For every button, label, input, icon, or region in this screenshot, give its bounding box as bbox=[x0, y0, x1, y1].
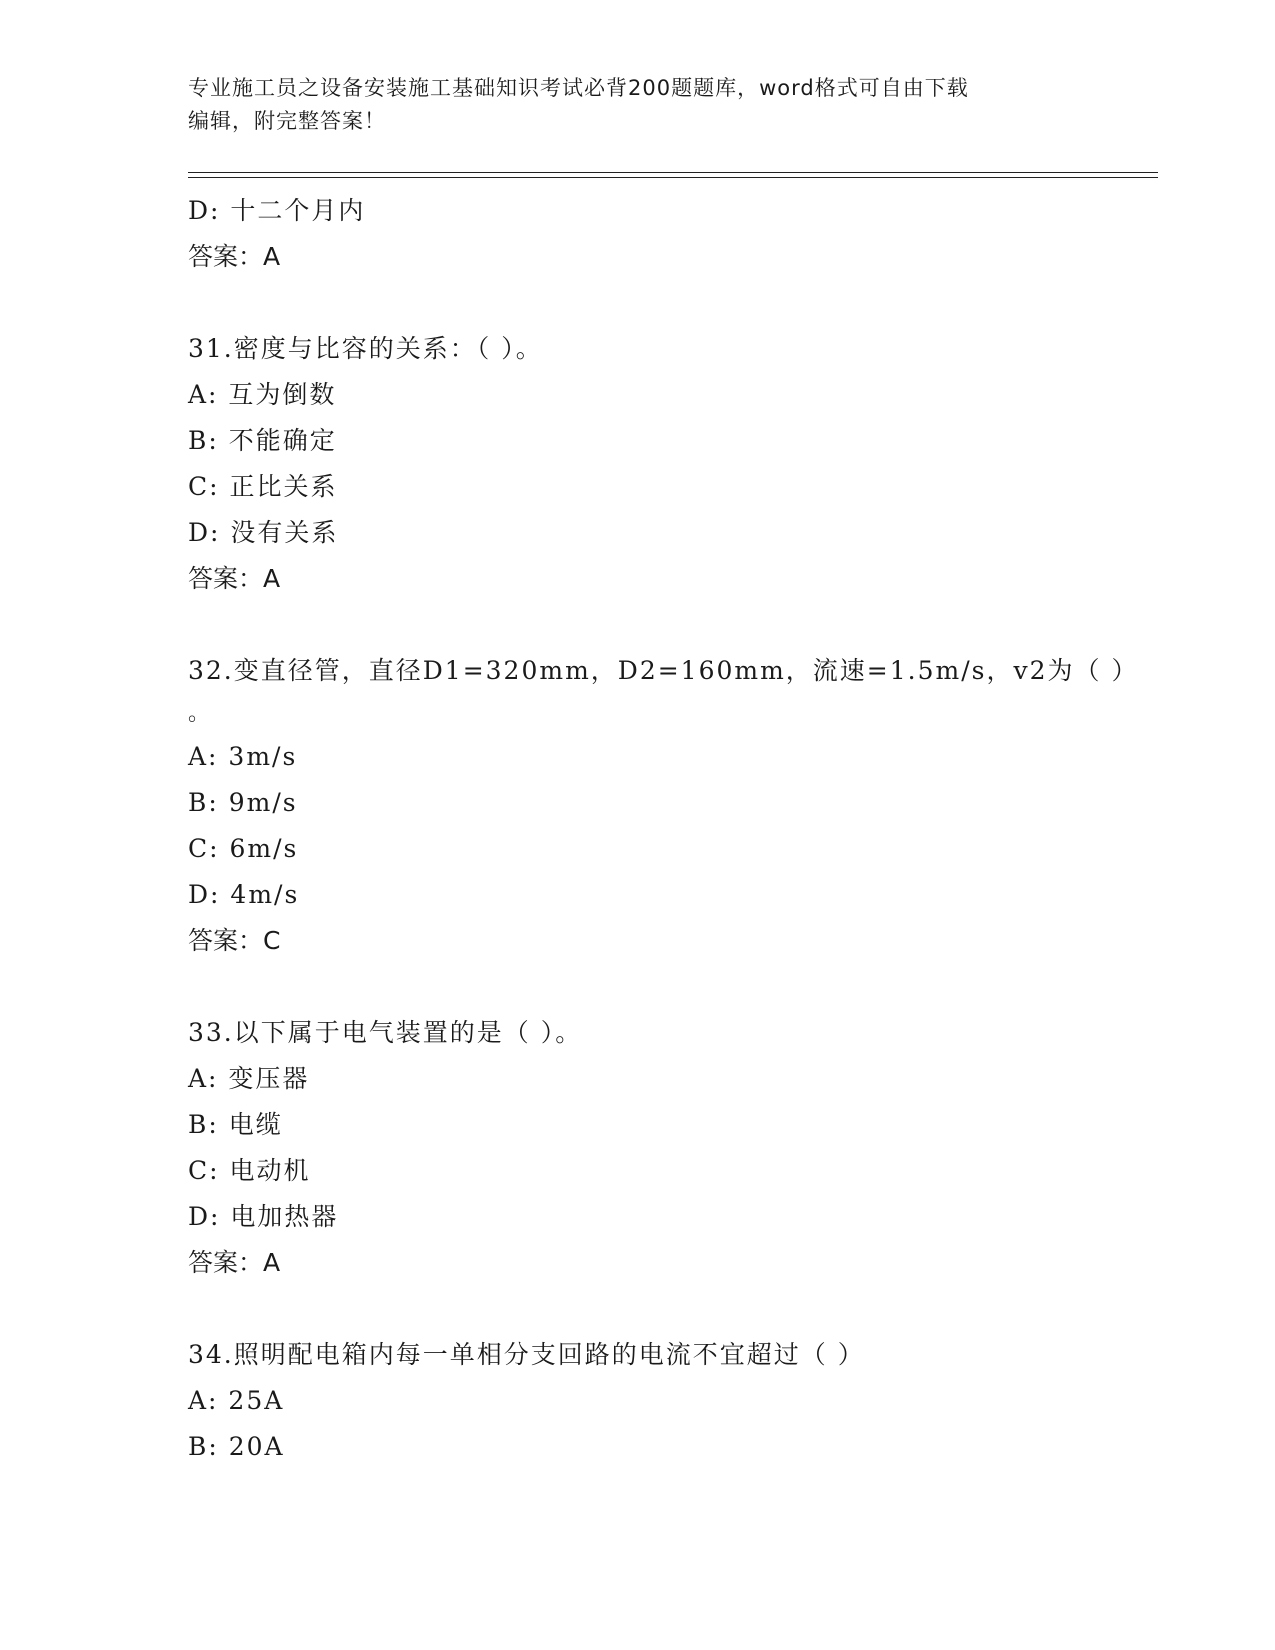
option-text: A: 3m/s bbox=[188, 742, 298, 771]
option-text: D: 4m/s bbox=[188, 880, 300, 909]
option-text: B: 电缆 bbox=[188, 1110, 283, 1139]
option-text: A: 25A bbox=[188, 1386, 285, 1415]
question-list bbox=[188, 188, 1139, 1470]
header-divider-bottom bbox=[188, 177, 1158, 178]
document-header bbox=[188, 72, 1068, 138]
option-text: C: 电动机 bbox=[188, 1156, 311, 1185]
question-stem: 34.照明配电箱内每一单相分支回路的电流不宜超过（ ） bbox=[188, 1340, 865, 1369]
option-text: D: 十二个月内 bbox=[188, 196, 366, 225]
option-text: D: 没有关系 bbox=[188, 518, 339, 547]
answer-text: 答案：A bbox=[188, 1248, 281, 1277]
option-text: C: 6m/s bbox=[188, 834, 299, 863]
option-text: B: 9m/s bbox=[188, 788, 298, 817]
option-text: A: 变压器 bbox=[188, 1064, 310, 1093]
option-text: A: 互为倒数 bbox=[188, 380, 337, 409]
answer-text: 答案：A bbox=[188, 564, 281, 593]
option-text: B: 20A bbox=[188, 1432, 285, 1461]
header-line-2: 编辑，附完整答案！ bbox=[188, 109, 386, 133]
question-stem: 32.变直径管，直径D1=320mm，D2=160mm，流速=1.5m/s，v2为（ ） bbox=[188, 656, 1139, 685]
header-divider-top bbox=[188, 172, 1158, 173]
question-stem: 31.密度与比容的关系：（ ）。 bbox=[188, 334, 543, 363]
header-line-1: 专业施工员之设备安装施工基础知识考试必背200题题库，word格式可自由下载 bbox=[188, 76, 969, 100]
option-text: D: 电加热器 bbox=[188, 1202, 339, 1231]
answer-text: 答案：C bbox=[188, 926, 281, 955]
question-stem-continuation: 。 bbox=[188, 701, 213, 726]
option-text: C: 正比关系 bbox=[188, 472, 338, 501]
answer-text: 答案：A bbox=[188, 242, 281, 271]
question-stem: 33.以下属于电气装置的是（ ）。 bbox=[188, 1018, 583, 1047]
option-text: B: 不能确定 bbox=[188, 426, 337, 455]
